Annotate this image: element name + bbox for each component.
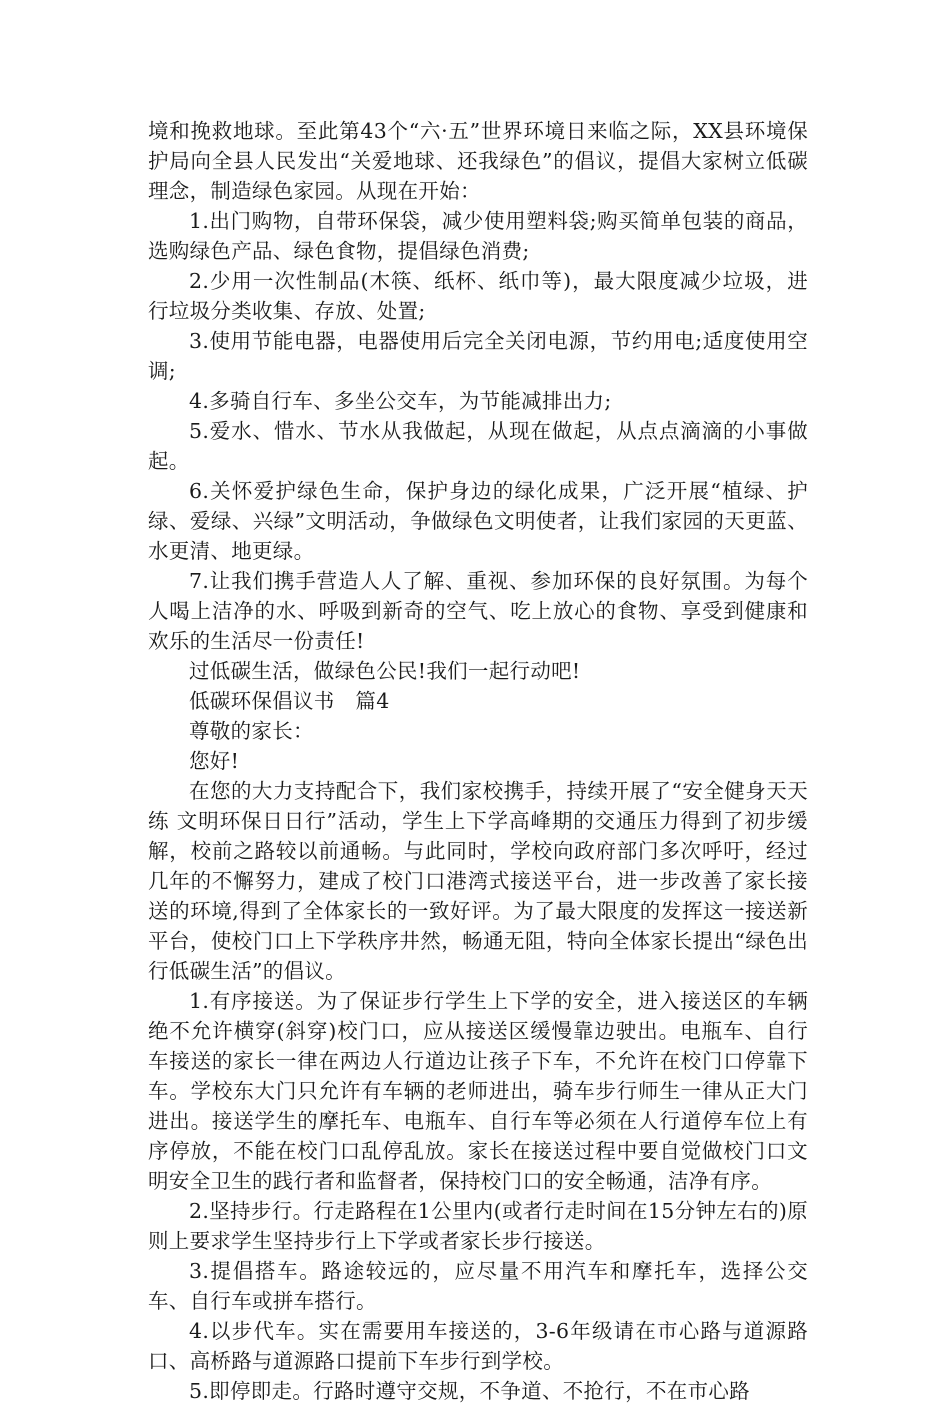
- paragraph: 5.爱水、惜水、节水从我做起，从现在做起，从点点滴滴的小事做起。: [148, 419, 808, 473]
- paragraph: 1.出门购物，自带环保袋，减少使用塑料袋;购买简单包装的商品，选购绿色产品、绿色食物，提倡绿色消费;: [148, 209, 808, 263]
- paragraph: 低碳环保倡议书 篇4: [189, 689, 390, 713]
- paragraph: 6.关怀爱护绿色生命，保护身边的绿化成果，广泛开展“植绿、护绿、爱绿、兴绿”文明活动，争做绿色文明使者，让我们家园的天更蓝、水更清、地更绿。: [148, 479, 808, 563]
- paragraph: 在您的大力支持配合下，我们家校携手，持续开展了“安全健身天天练 文明环保日日行”活动，学生上下学高峰期的交通压力得到了初步缓解，校前之路较以前通畅。与此同时，学校向政府部门多次呼吁，经过几年的不懈努力，建成了校门口港湾式接送平台，进一步改善了家长接送的环境,得到了全体家长的一致好评。为了最大限度的发挥这一接送新平台，使校门口上下学秩序井然，畅通无阻，特向全体家长提出“绿色出行低碳生活”的倡议。: [148, 779, 808, 983]
- paragraph: 3.提倡搭车。路途较远的，应尽量不用汽车和摩托车，选择公交车、自行车或拼车搭行。: [148, 1259, 808, 1313]
- paragraph: 境和挽救地球。至此第43个“六·五”世界环境日来临之际，XX县环境保护局向全县人民发出“关爱地球、还我绿色”的倡议，提倡大家树立低碳理念，制造绿色家园。从现在开始：: [148, 119, 808, 203]
- paragraph: 过低碳生活，做绿色公民!我们一起行动吧!: [189, 659, 581, 683]
- paragraph: 7.让我们携手营造人人了解、重视、参加环保的良好氛围。为每个人喝上洁净的水、呼吸到新奇的空气、吃上放心的食物、享受到健康和欢乐的生活尽一份责任!: [148, 569, 808, 653]
- paragraph: 4.以步代车。实在需要用车接送的，3-6年级请在市心路与道源路口、高桥路与道源路口提前下车步行到学校。: [148, 1319, 808, 1373]
- paragraph: 4.多骑自行车、多坐公交车，为节能减排出力;: [189, 389, 612, 413]
- paragraph: 5.即停即走。行路时遵守交规，不争道、不抢行，不在市心路: [189, 1379, 750, 1403]
- paragraph: 2.少用一次性制品(木筷、纸杯、纸巾等)，最大限度减少垃圾，进行垃圾分类收集、存放、处置;: [148, 269, 808, 323]
- paragraph: 3.使用节能电器，电器使用后完全关闭电源，节约用电;适度使用空调;: [148, 329, 808, 383]
- paragraph: 1.有序接送。为了保证步行学生上下学的安全，进入接送区的车辆绝不允许横穿(斜穿)校门口，应从接送区缓慢靠边驶出。电瓶车、自行车接送的家长一律在两边人行道边让孩子下车，不允许在校门口停靠下车。学校东大门只允许有车辆的老师进出，骑车步行师生一律从正大门进出。接送学生的摩托车、电瓶车、自行车等必须在人行道停车位上有序停放，不能在校门口乱停乱放。家长在接送过程中要自觉做校门口文明安全卫生的践行者和监督者，保持校门口的安全畅通，洁净有序。: [148, 989, 808, 1193]
- paragraph: 您好!: [189, 749, 240, 773]
- paragraph: 2.坚持步行。行走路程在1公里内(或者行走时间在15分钟左右的)原则上要求学生坚持步行上下学或者家长步行接送。: [148, 1199, 808, 1253]
- paragraph: 尊敬的家长：: [189, 719, 314, 743]
- document-body: [148, 116, 808, 1406]
